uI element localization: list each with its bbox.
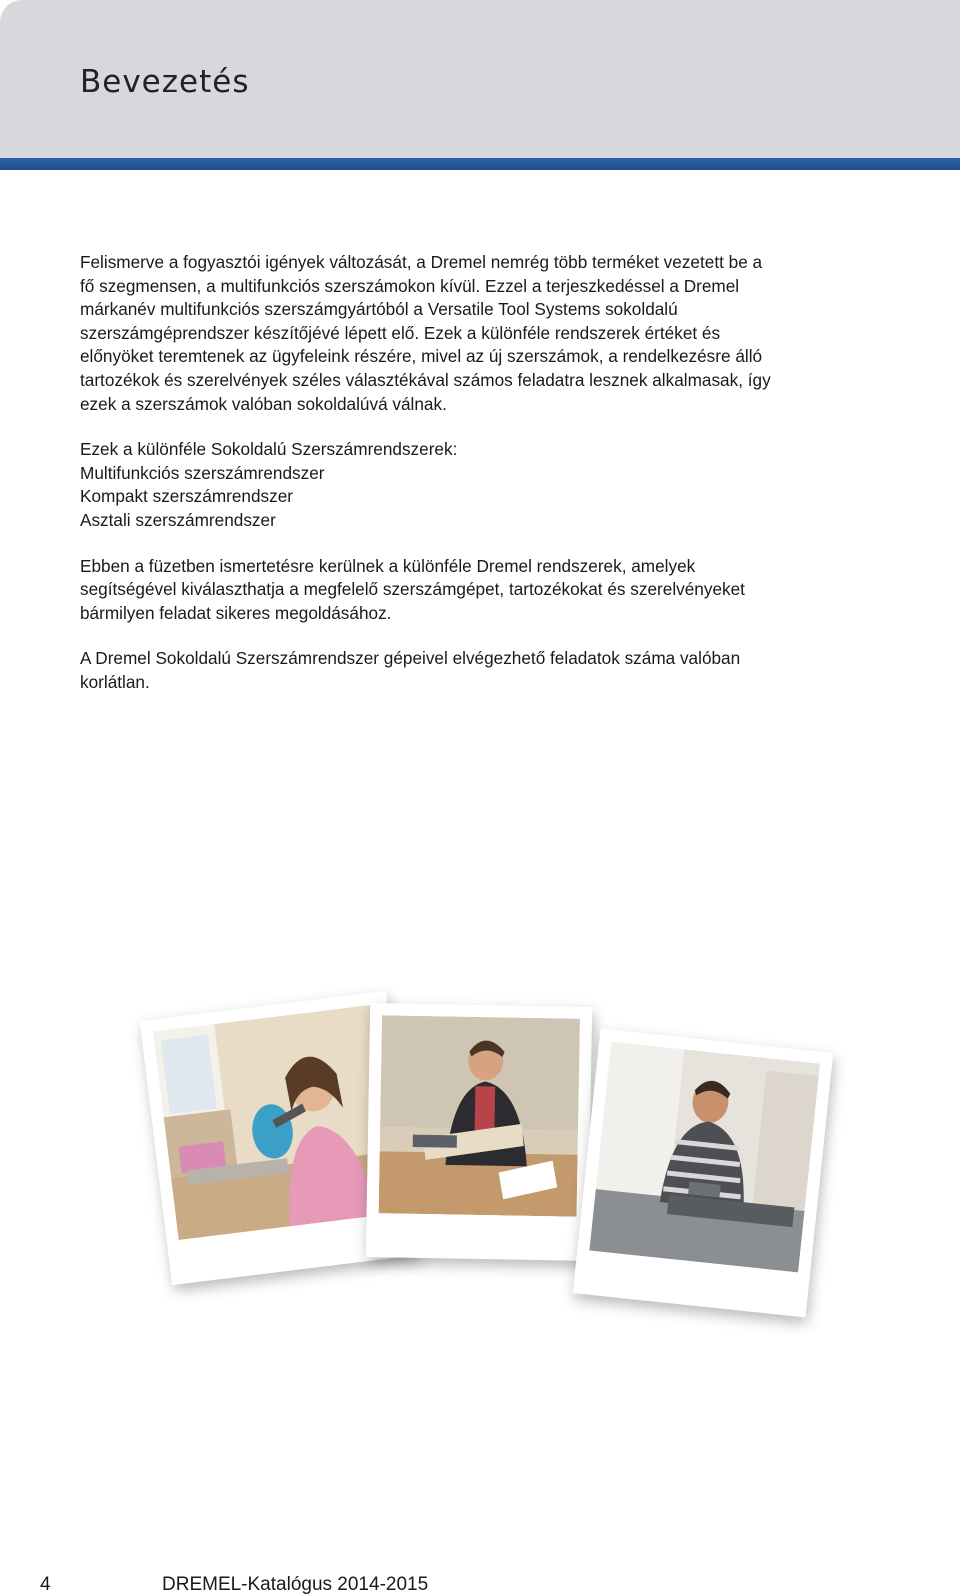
header-stripe <box>0 158 960 170</box>
polaroid-photo-man-workbench <box>573 1028 834 1317</box>
polaroid-photo-man-tool <box>366 1003 592 1261</box>
paragraph-1-line: szerszámgéprendszer készítőjévé lépett elő. Ezek a különféle rendszerek értéket és <box>80 322 721 343</box>
paragraph-3-line: Ebben a füzetben ismertetésre kerülnek a különféle Dremel rendszerek, amelyek <box>80 555 696 576</box>
page-footer <box>0 1574 960 1594</box>
system-item: Multifunkciós szerszámrendszer <box>80 462 325 483</box>
paragraph-1-line: fő szegmensen, a multifunkciós szerszámokon kívül. Ezzel a terjeszkedéssel a Dremel <box>80 275 740 296</box>
paragraph-1 <box>80 251 870 416</box>
photo-woman-crafting <box>153 1004 401 1240</box>
paragraph-4-line: korlátlan. <box>80 671 150 692</box>
intro-text <box>80 251 870 717</box>
paragraph-1-line: Felismerve a fogyasztói igények változását, a Dremel nemrég több terméket vezetett be a <box>80 252 763 272</box>
page-header <box>0 0 960 158</box>
paragraph-3 <box>80 555 870 626</box>
system-item: Kompakt szerszámrendszer <box>80 486 294 507</box>
systems-intro: Ezek a különféle Sokoldalú Szerszámrendszerek: <box>80 439 458 460</box>
paragraph-4-line: A Dremel Sokoldalú Szerszámrendszer gépeivel elvégezhető feladatok száma valóban <box>80 648 741 669</box>
paragraph-1-line: tartozékok és szerelvények széles választékával számos feladatra lesznek alkalmasak, így <box>80 369 771 390</box>
photo-man-tool <box>379 1015 580 1216</box>
page-number: 4 <box>40 1574 51 1595</box>
paragraph-4 <box>80 647 870 694</box>
paragraph-1-line: márkanév multifunkciós szerszámgyártóból a Versatile Tool Systems sokoldalú <box>80 299 678 320</box>
photo-man-workbench <box>589 1042 820 1273</box>
catalog-name: DREMEL-Katalógus 2014-2015 <box>162 1574 429 1595</box>
system-item: Asztali szerszámrendszer <box>80 509 276 530</box>
paragraph-1-line: ezek a szerszámok valóban sokoldalúvá válnak. <box>80 393 447 414</box>
paragraph-3-line: segítségével kiválaszthatja a megfelelő szerszámgépet, tartozékokat és szerelvényeket <box>80 579 745 600</box>
page-title: Bevezetés <box>80 64 250 100</box>
photo-collage <box>140 980 840 1320</box>
systems-list <box>80 438 870 532</box>
paragraph-1-line: előnyöket teremtenek az ügyfeleink részére, mivel az új szerszámok, a rendelkezésre álló <box>80 346 763 367</box>
paragraph-3-line: bármilyen feladat sikeres megoldásához. <box>80 602 392 623</box>
